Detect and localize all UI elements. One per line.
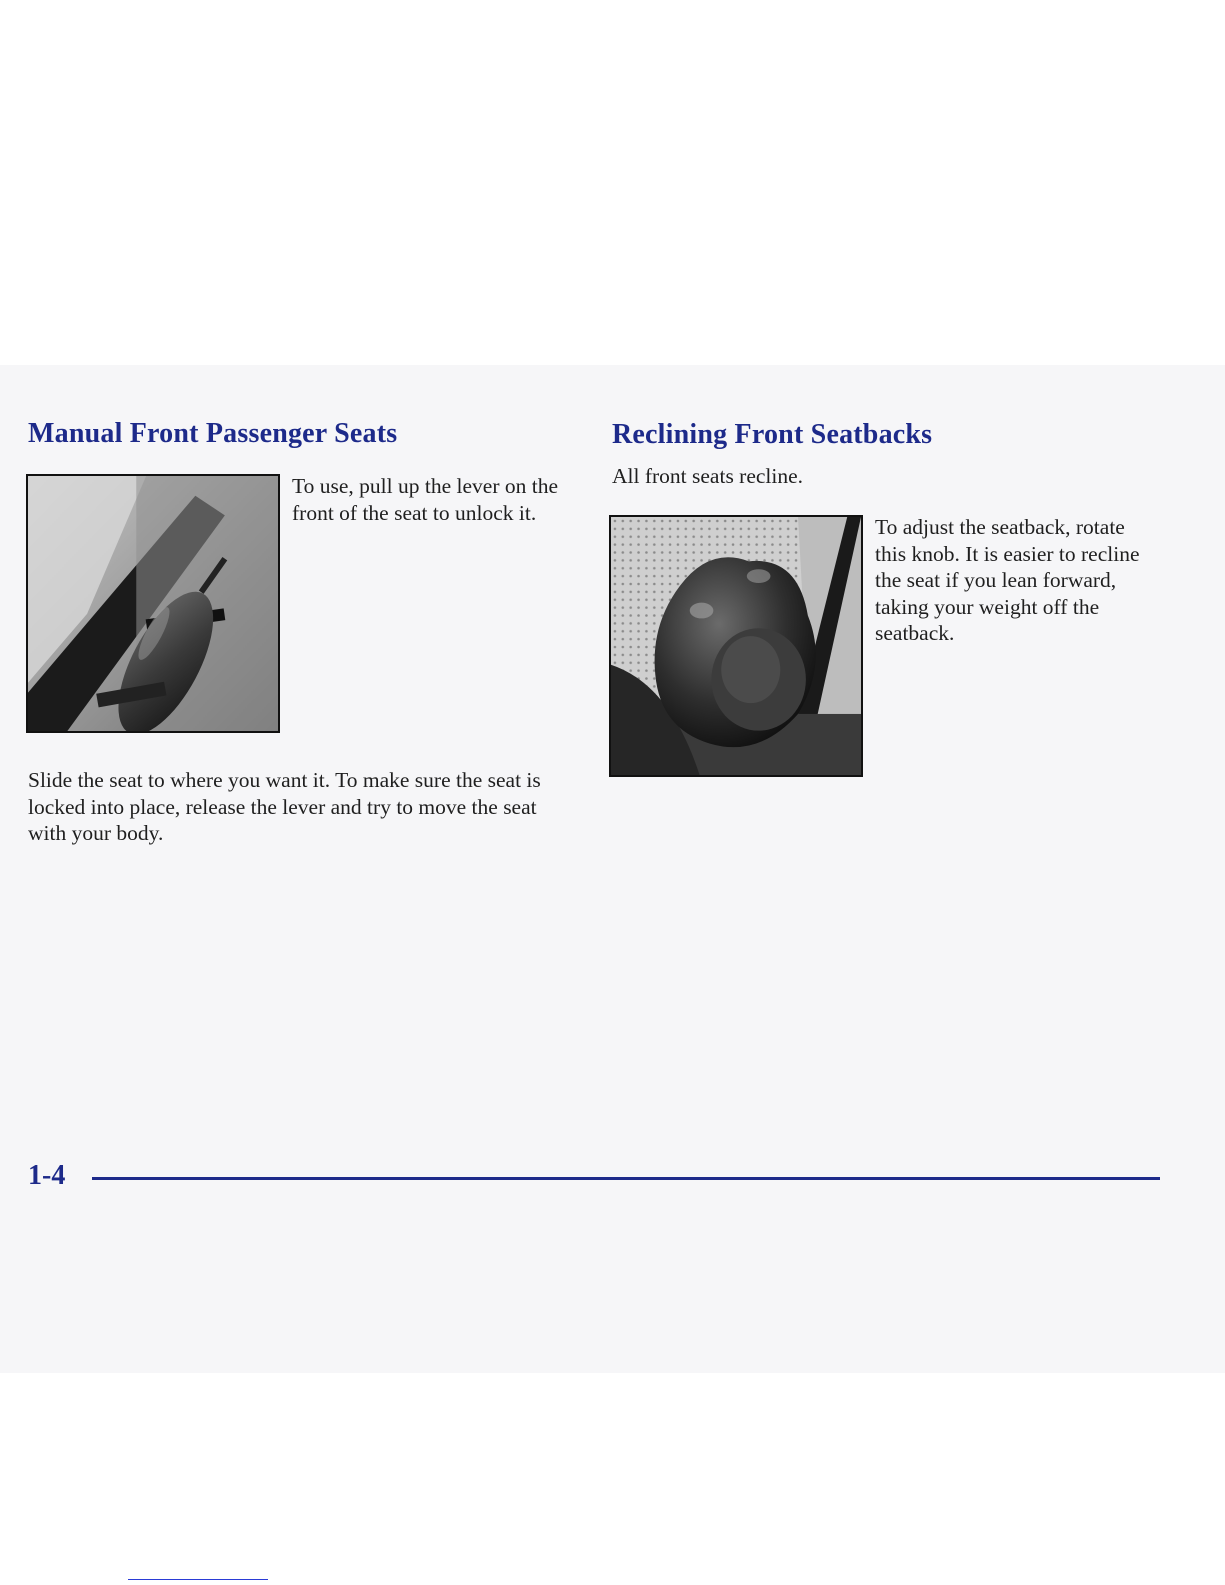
reclining-seatbacks-heading: Reclining Front Seatbacks xyxy=(612,419,933,450)
page-number: 1-4 xyxy=(28,1160,66,1191)
reclining-instruction: To adjust the seatback, rotate this knob. It is easier to recline the seat if you lean forward, taking your weight off the seatback. xyxy=(875,515,1140,645)
seat-lever-photo xyxy=(26,474,280,733)
recline-knob-illustration xyxy=(611,517,861,775)
manual-seats-heading: Manual Front Passenger Seats xyxy=(28,418,398,449)
seat-lever-illustration xyxy=(28,476,278,731)
reclining-intro: All front seats recline. xyxy=(612,464,804,488)
manual-seats-instruction: To use, pull up the lever on the front of the seat to unlock it. xyxy=(292,474,558,525)
bottom-underline xyxy=(128,1579,268,1580)
footer-rule xyxy=(92,1177,1160,1180)
manual-seats-body: Slide the seat to where you want it. To make sure the seat is locked into place, release the lever and try to move the seat with your body. xyxy=(28,768,541,845)
recline-knob-photo xyxy=(609,515,863,777)
